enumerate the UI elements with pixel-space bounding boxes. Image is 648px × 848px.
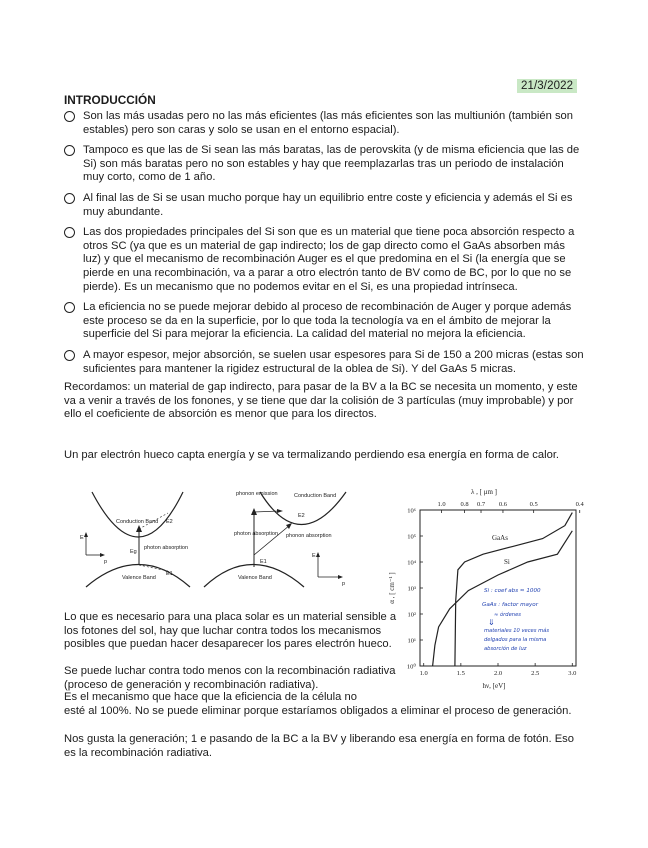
handwritten-note: absorción de luz [484,646,527,652]
top-tick-label: 0.5 [529,501,538,508]
label-valence-band: Valence Band [238,575,272,581]
y-tick-label: 10⁵ [407,533,416,541]
paragraph-par-electron: Un par electrón hueco capta energía y se va termalizando perdiendo esa energía en forma de calor. [64,449,560,461]
label-e1: E1 [260,559,267,565]
date-highlight: 21/3/2022 [517,79,577,93]
list-item [64,301,586,342]
list-item [64,110,586,137]
label-phonon-emission: phonon emission [236,491,278,497]
y-tick-label: 10² [407,611,416,619]
radio-circle-icon[interactable] [64,193,75,204]
handwritten-note: delgados para la misma [484,637,547,643]
top-tick-label: 0.7 [476,501,486,508]
paragraph-generacion: Nos gusta la generación; 1 e pasando de la BC a la BV y liberando esa energía en forma de fotón. Eso es la recombinación radiativa. [64,733,574,759]
direct-gap-diagram [78,487,196,597]
list-item [64,144,586,185]
y-tick-label: 10⁴ [407,559,416,567]
handwritten-arrow-icon: ⇓ [488,618,495,627]
handwritten-note: Si : coef abs ≈ 1000 [484,588,541,594]
bullet-text: Al final las de Si se usan mucho porque hay un equilibrio entre coste y eficiencia y además el Si es muy abundante. [83,191,573,218]
top-tick-label: 0.8 [460,501,469,508]
bullet-text: Tampoco es que las de Si sean las más baratas, las de perovskita (y de misma eficiencia que las de Si) son más baratas pero no son estables y hay que reemplazarlas tras un periodo de instalación muy corto, como de 1 año. [83,144,580,184]
x-tick-label: 2.5 [531,670,540,677]
top-tick-label: 0.6 [498,501,508,508]
x-tick-label: 3.0 [568,670,577,677]
axis-e: E [312,553,316,559]
list-item [64,226,586,294]
label-eg: Eg [130,549,137,555]
y-tick-label: 10¹ [407,637,416,645]
radio-circle-icon[interactable] [64,302,75,313]
label-e2: E2 [298,513,305,519]
axis-p: p [104,559,108,565]
handwritten-note: GaAs : factor mayor [482,602,539,608]
bullet-text: A mayor espesor, mejor absorción, se suelen usar espesores para Si de 150 a 200 micras (estas son suficientes para mantener la rigidez estructural de la oblea de Si). Y del GaAs 5 micras. [83,348,584,375]
label-conduction-band: Conduction Band [116,519,159,525]
axis-p: p [342,581,346,587]
list-item [64,192,586,219]
section-title: INTRODUCCIÓN [64,93,156,107]
radio-circle-icon[interactable] [64,227,75,238]
mecanismo-line-2: esté al 100%. No se puede eliminar porque estaríamos obligados a eliminar el proceso de generación. [64,704,572,717]
paragraph-mecanismo [64,691,586,718]
x-tick-label: 2.0 [493,670,503,677]
label-photon-absorption: photon absorption [144,545,189,551]
label-valence-band: Valence Band [122,575,156,581]
axis-e: E [80,535,84,541]
paragraph-recordamos: Recordamos: un material de gap indirecto, para pasar de la BV a la BC se necesita un momento, y este va a venir a través de los fonones, y se tiene que dar la colisión de 3 partículas (muy improbable) y por ello el coeficiente de absorción es menor que para los directos. [64,381,578,421]
x-axis-title: hν, [eV] [482,682,506,690]
top-tick-label: 0.4 [575,501,584,508]
x-tick-label: 1.0 [419,670,428,677]
bullet-text: Son las más usadas pero no las más eficientes (las más eficientes son las multiunión (también son estables) pero son caras y solo se usan en el entorno espacial). [83,110,574,136]
y-tick-label: 10³ [407,585,416,593]
mecanismo-line-1: Es el mecanismo que hace que la eficiencia de la célula no [64,691,357,703]
bullet-text: Las dos propiedades principales del Si son que es un material que tiene poca absorción respecto a otros SC (ya que es un material de gap indirecto; los de gap directo como el GaAs absorben más luz) y que el mecanismo de recombinación Auger es el que predomina en el Si (la energía que se pierde en una recombinación, va a parar a otro electrón tanto de BV como de BC, por lo que no se pierde). Es un mecanismo que no podemos evitar en el Si, es una propiedad intrínseca. [83,226,575,293]
handwritten-note: ≈ órdenes [494,612,521,618]
paragraph-placa-solar: Lo que es necesario para una placa solar es un material sensible a los fotones del sol, hay que luchar contra todos los mecanismos posibles que puedan hacer desaparecer los pares electrón hueco. [64,611,397,651]
radio-circle-icon[interactable] [64,350,75,361]
top-tick-label: 1.0 [437,501,446,508]
indirect-gap-diagram [200,487,350,597]
x-tick-label: 1.5 [456,670,465,677]
label-phonon-absorption: phonon absorption [286,533,332,539]
y-axis-title: α , [ cm⁻¹ ] [388,572,396,604]
series-label-si: Si [504,558,510,566]
label-photon-absorption: photon absorption [234,531,279,537]
radio-circle-icon[interactable] [64,145,75,156]
y-tick-label: 10⁶ [407,507,416,515]
series-label-gaas: GaAs [492,534,508,542]
label-conduction-band: Conduction Band [294,493,337,499]
top-axis-title: λ , [ μm ] [470,488,498,496]
radio-circle-icon[interactable] [64,111,75,122]
label-e1: E1 [166,571,173,577]
bullet-list [64,110,586,383]
list-item [64,349,586,376]
label-e2: E2 [166,519,173,525]
y-tick-label: 10⁰ [406,663,416,671]
bullet-text: La eficiencia no se puede mejorar debido al proceso de recombinación de Auger y porque además este proceso se da en la superficie, por lo que toda la tecnología va en el ámbito de mejorar la superficie del Si para mejorar la eficiencia. La calidad del material no mejora la eficiencia. [83,301,572,341]
absorption-chart [384,484,592,694]
paragraph-luchar: Se puede luchar contra todo menos con la recombinación radiativa (proceso de generación y recombinación radiativa). [64,665,396,691]
handwritten-note: materiales 10 veces más [484,628,550,634]
